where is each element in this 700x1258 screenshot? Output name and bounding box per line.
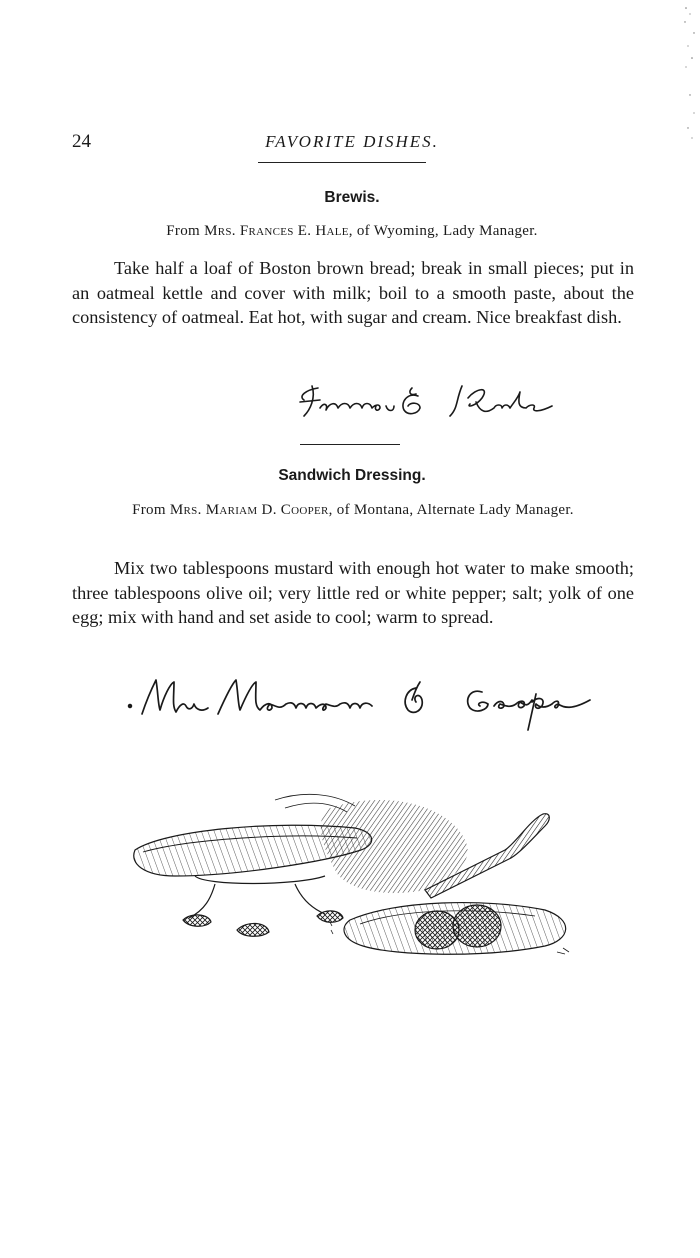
recipe-title: Sandwich Dressing.: [278, 467, 426, 484]
section-divider: [300, 444, 400, 445]
handwritten-signature: [290, 378, 650, 438]
recipe-text: Take half a loaf of Boston brown bread; break in small pieces; put in an oatmeal kettle and cover with milk; boil to a smooth paste, about the consistency of oatmeal. Eat hot, with sugar and cream. Nice breakfast dish.: [72, 258, 634, 327]
page-number: 24: [72, 131, 91, 152]
page-edge-specks: [650, 0, 700, 160]
running-title: FAVORITE DISHES.: [265, 132, 439, 151]
source-name: Frances E. Hale: [239, 223, 349, 239]
handwritten-signature: [120, 670, 640, 740]
source-prefix: From: [132, 502, 166, 518]
silver-dish-and-tray-engraving-icon: [125, 780, 585, 970]
recipe-source: [120, 500, 586, 520]
source-suffix: , of Montana, Alternate Lady Manager.: [328, 502, 574, 518]
source-name: Mariam D. Cooper: [205, 502, 329, 518]
recipe-title: Brewis.: [324, 189, 380, 206]
source-honorific: Mrs.: [204, 223, 236, 239]
source-honorific: Mrs.: [169, 502, 202, 518]
source-suffix: , of Wyoming, Lady Manager.: [348, 223, 538, 239]
recipe-source: [72, 221, 632, 241]
source-prefix: From: [166, 223, 200, 239]
header-rule: [258, 162, 426, 163]
running-header: [72, 131, 632, 157]
recipe-text: Mix two tablespoons mustard with enough hot water to make smooth; three tablespoons olive oil; very little red or white pepper; salt; yolk of one egg; mix with hand and set aside to cool; warm to spread.: [72, 558, 634, 627]
